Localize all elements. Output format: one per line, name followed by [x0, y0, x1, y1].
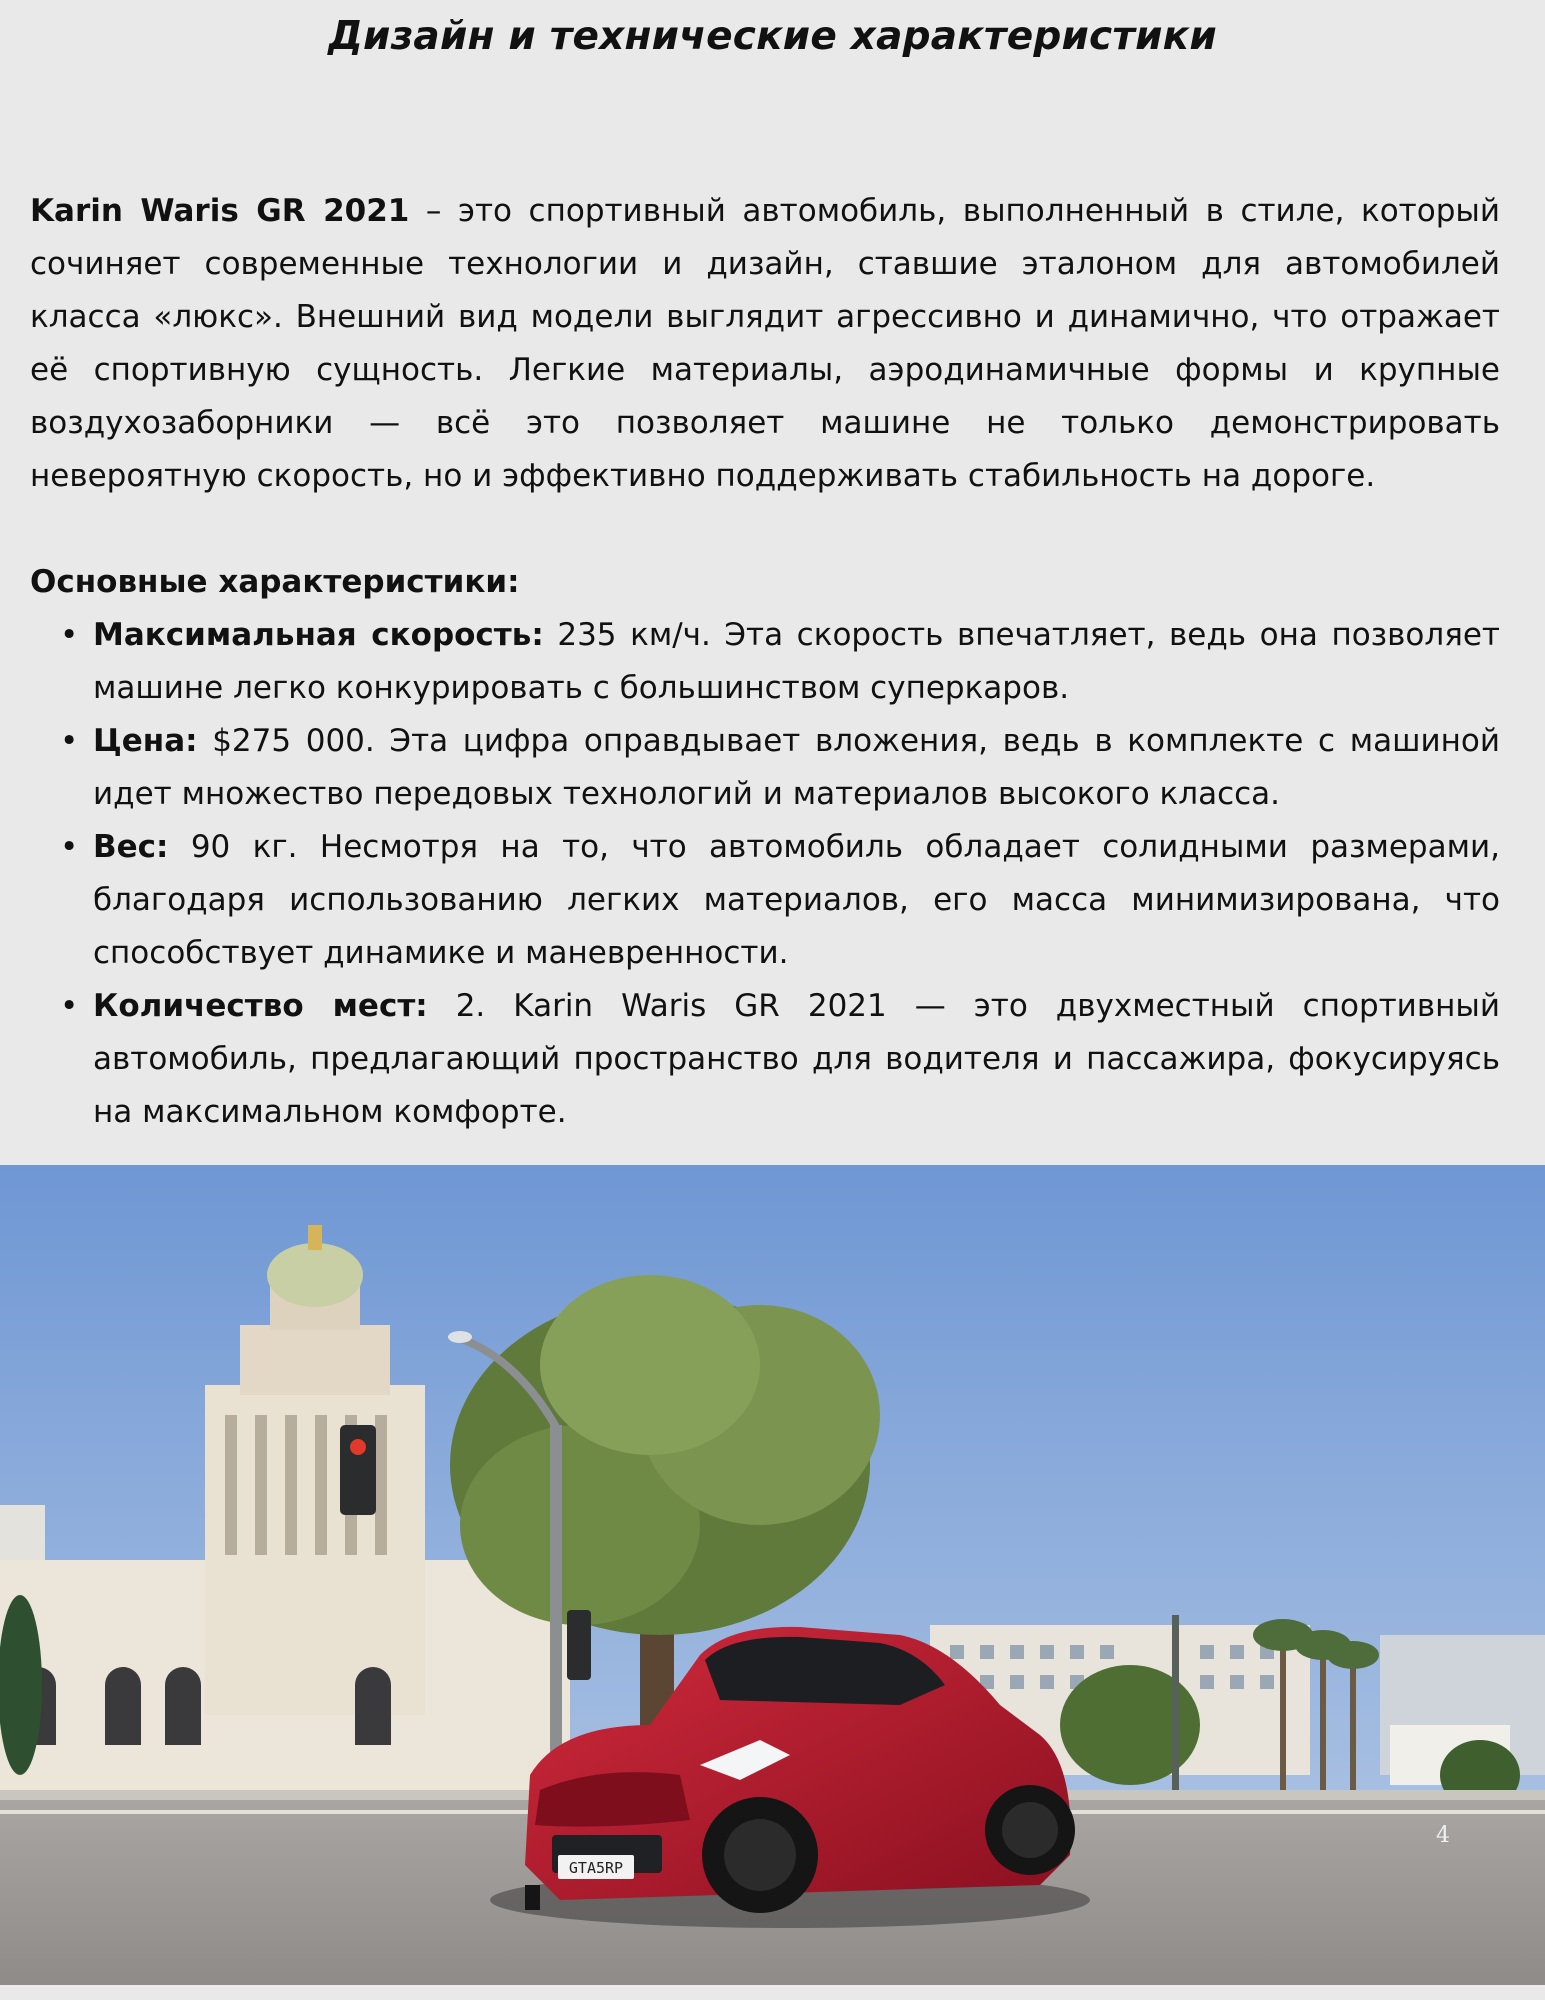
spec-item-weight	[30, 821, 1500, 980]
spec-label: Максимальная скорость:	[93, 617, 544, 653]
spec-text: 235 км/ч. Эта скорость впечатляет, ведь она позволяет машине легко конкурировать с большинством суперкаров.	[93, 617, 1500, 706]
intro-text: – это спортивный автомобиль, выполненный в стиле, который сочиняет современные технологии и дизайн, ставшие эталоном для автомобилей класса «люкс». Внешний вид модели выглядит агрессивно и динамично, что отражает её спортивную сущность. Легкие материалы, аэродинамичные формы и крупные воздухозаборники — всё это позволяет машине не только демонстрировать невероятную скорость, но и эффективно поддерживать стабильность на дороге.	[30, 193, 1501, 494]
bullet-icon: •	[60, 829, 79, 865]
car-name: Karin Waris GR 2021	[30, 193, 410, 229]
text-block	[30, 185, 1500, 1139]
spec-label: Вес:	[93, 829, 169, 865]
spec-text: $275 000. Эта цифра оправдывает вложения, ведь в комплекте с машиной идет множество передовых технологий и материалов высокого класса.	[93, 723, 1500, 812]
spec-text: 90 кг. Несмотря на то, что автомобиль обладает солидными размерами, благодаря использованию легких материалов, его масса минимизирована, что способствует динамике и маневренности.	[93, 829, 1500, 971]
bullet-icon: •	[60, 617, 79, 653]
car-photo	[0, 1165, 1545, 1985]
intro-paragraph	[30, 185, 1500, 503]
car-photo-illustration	[0, 1165, 1545, 1985]
page-number: 4	[1436, 1823, 1450, 1848]
bullet-icon: •	[60, 723, 79, 759]
page-title: Дизайн и технические характеристики	[328, 14, 1217, 59]
spec-text: 2. Karin Waris GR 2021 — это двухместный спортивный автомобиль, предлагающий пространство для водителя и пассажира, фокусируясь на максимальном комфорте.	[93, 988, 1500, 1130]
spec-label: Количество мест:	[93, 988, 428, 1024]
spec-item-seats	[30, 980, 1500, 1139]
spec-item-price	[30, 715, 1500, 821]
specs-list	[30, 609, 1500, 1139]
license-plate: GTA5RP	[568, 1859, 624, 1877]
specs-heading: Основные характеристики:	[30, 564, 520, 600]
bullet-icon: •	[60, 988, 79, 1024]
spec-label: Цена:	[93, 723, 198, 759]
spec-item-max-speed	[30, 609, 1500, 715]
